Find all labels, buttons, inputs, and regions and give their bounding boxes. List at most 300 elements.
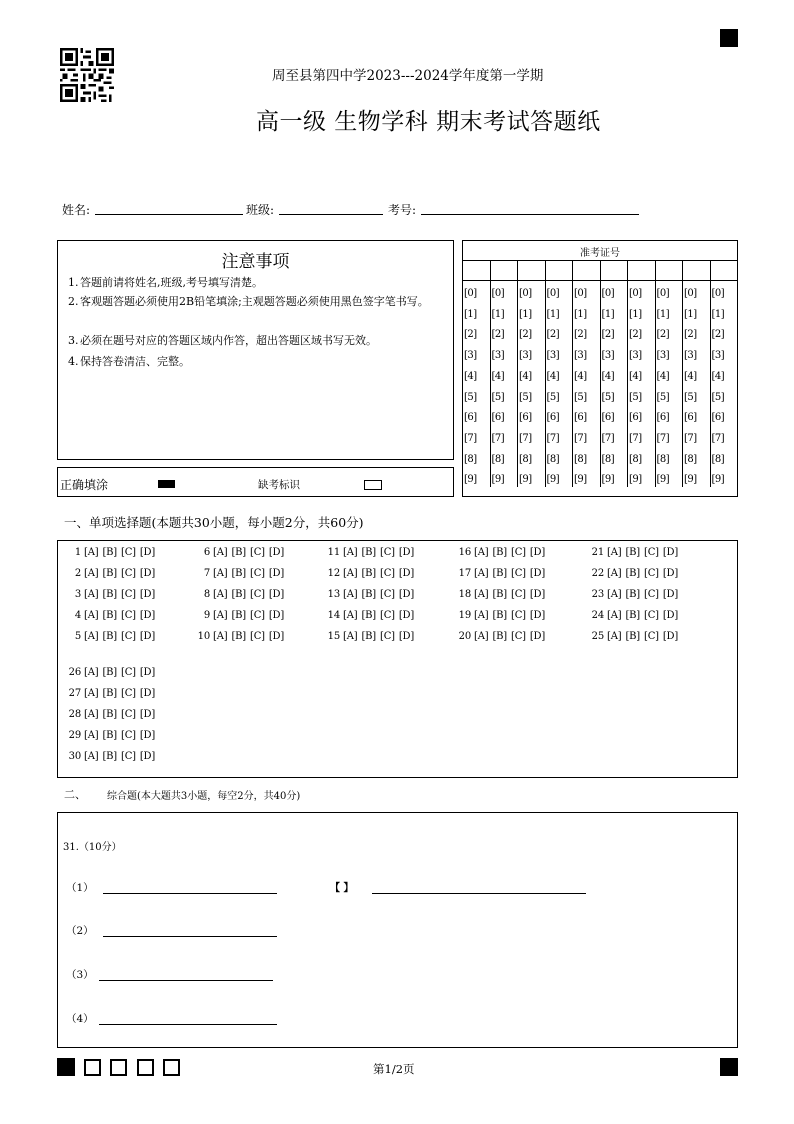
admission-id-bubble[interactable]: [1]	[601, 308, 615, 320]
admission-id-bubble[interactable]: [4]	[491, 370, 505, 382]
admission-id-bubble[interactable]: [5]	[601, 391, 615, 403]
answer-bubble[interactable]: [C]	[644, 631, 659, 642]
admission-id-bubble[interactable]: [0]	[546, 288, 560, 299]
admission-id-bubble[interactable]: [4]	[711, 370, 725, 382]
answer-line[interactable]	[99, 980, 273, 981]
notice-box	[57, 240, 454, 460]
admission-id-bubble[interactable]: [0]	[464, 288, 477, 299]
admission-id-bubble[interactable]: [9]	[546, 474, 560, 486]
choice-question	[326, 631, 418, 642]
answer-bubble[interactable]: [C]	[380, 568, 395, 579]
admission-id-bubble[interactable]: [7]	[519, 432, 532, 444]
admission-id-bubble[interactable]: [4]	[601, 370, 615, 382]
admission-id-bubble[interactable]: [0]	[519, 288, 532, 299]
admission-id-column	[601, 261, 629, 487]
admission-id-bubble[interactable]: [7]	[629, 432, 642, 444]
admission-id-bubble[interactable]: [1]	[574, 308, 587, 320]
admission-id-bubble[interactable]: [9]	[574, 474, 587, 486]
answer-bubble[interactable]: [B]	[361, 568, 376, 579]
answer-bubble[interactable]: [B]	[102, 751, 117, 762]
admission-id-bubble[interactable]: [1]	[491, 308, 505, 320]
admission-id-bubble[interactable]: [7]	[601, 432, 615, 444]
question-number: 3	[74, 589, 81, 600]
answer-bubble[interactable]: [D]	[139, 688, 156, 699]
answer-bubble[interactable]: [A]	[84, 730, 99, 741]
admission-id-bubble[interactable]: [5]	[519, 391, 532, 403]
answer-bubble[interactable]: [A]	[84, 709, 99, 720]
answer-bubble[interactable]: [C]	[250, 589, 265, 600]
page-number: 第1/2页	[373, 1062, 415, 1076]
admission-id-bubble[interactable]: [5]	[656, 391, 670, 403]
exam-number-field[interactable]	[421, 214, 639, 215]
question-number: 13	[327, 589, 340, 600]
answer-bubble[interactable]: [A]	[607, 589, 622, 600]
answer-bubble[interactable]: [B]	[361, 589, 376, 600]
answer-bubble[interactable]: [B]	[361, 631, 376, 642]
admission-id-bubble[interactable]: [9]	[464, 474, 477, 486]
admission-id-bubble[interactable]: [7]	[684, 432, 697, 444]
answer-bubble[interactable]: [A]	[84, 688, 99, 699]
choice-question	[457, 589, 549, 600]
answer-bubble[interactable]: [D]	[662, 568, 679, 579]
answer-bubble[interactable]: [A]	[84, 568, 99, 579]
question-31-label: 31.（10分）	[63, 842, 122, 853]
answer-bubble[interactable]: [A]	[84, 667, 99, 678]
admission-id-bubble[interactable]: [0]	[629, 288, 642, 299]
admission-id-bubble[interactable]: [2]	[601, 329, 615, 341]
admission-id-bubble[interactable]: [3]	[574, 350, 587, 362]
choice-question	[326, 547, 418, 558]
answer-bubble[interactable]: [A]	[607, 610, 622, 621]
notice-item: 4. 保持答卷清洁、完整。	[68, 355, 190, 368]
admission-id-bubble[interactable]: [6]	[629, 412, 642, 424]
admission-id-bubble[interactable]: [5]	[629, 391, 642, 403]
admission-id-bubble[interactable]: [6]	[546, 412, 560, 424]
answer-bubble[interactable]: [C]	[250, 547, 265, 558]
answer-bubble[interactable]: [D]	[662, 631, 679, 642]
question-number: 8	[203, 589, 210, 600]
admission-id-write-cell[interactable]	[683, 261, 710, 281]
admission-id-bubble[interactable]: [4]	[574, 370, 587, 382]
answer-line[interactable]	[99, 1024, 277, 1025]
answer-bubble[interactable]: [A]	[474, 589, 489, 600]
answer-bubble[interactable]: [D]	[529, 610, 546, 621]
answer-bubble[interactable]: [A]	[343, 589, 358, 600]
admission-id-bubble[interactable]: [2]	[629, 329, 642, 341]
answer-bubble[interactable]: [B]	[361, 610, 376, 621]
admission-id-bubble[interactable]: [3]	[656, 350, 670, 362]
choice-question	[196, 547, 288, 558]
answer-bubble[interactable]: [A]	[213, 610, 228, 621]
admission-id-write-cell[interactable]	[463, 261, 490, 281]
admission-id-bubble[interactable]: [2]	[546, 329, 560, 341]
admission-id-bubble[interactable]: [3]	[711, 350, 725, 362]
notice-item: 3. 必须在题号对应的答题区域内作答，超出答题区域书写无效。	[68, 334, 377, 347]
answer-bubble[interactable]: [C]	[121, 610, 136, 621]
admission-id-column	[546, 261, 574, 487]
admission-id-bubble[interactable]: [9]	[491, 474, 505, 486]
admission-id-bubble[interactable]: [2]	[656, 329, 670, 341]
answer-line[interactable]	[103, 936, 277, 937]
admission-id-bubble[interactable]: [1]	[629, 308, 642, 320]
answer-bubble[interactable]: [C]	[250, 631, 265, 642]
admission-id-bubble[interactable]: [8]	[711, 453, 725, 465]
admission-id-column	[683, 261, 711, 487]
answer-bubble[interactable]: [A]	[213, 631, 228, 642]
answer-bubble[interactable]: [D]	[268, 610, 285, 621]
choice-question	[326, 589, 418, 600]
admission-id-bubble[interactable]: [4]	[629, 370, 642, 382]
admission-id-write-cell[interactable]	[601, 261, 628, 281]
admission-id-bubble[interactable]: [7]	[546, 432, 560, 444]
admission-id-bubble[interactable]: [5]	[711, 391, 725, 403]
absent-mark-label: 缺考标识	[258, 479, 300, 491]
admission-id-bubble[interactable]: [8]	[464, 453, 477, 465]
admission-id-bubble[interactable]: [6]	[656, 412, 670, 424]
answer-bubble[interactable]: [B]	[361, 547, 376, 558]
school-term-line: 周至县第四中学2023---2024学年度第一学期	[272, 68, 544, 84]
answer-bubble[interactable]: [C]	[121, 751, 136, 762]
admission-id-bubble[interactable]: [1]	[546, 308, 560, 320]
answer-bubble[interactable]: [C]	[511, 631, 526, 642]
admission-id-bubble[interactable]: [6]	[684, 412, 697, 424]
section-two-prefix: 二、	[64, 788, 86, 801]
admission-id-bubble[interactable]: [4]	[656, 370, 670, 382]
qr-code-icon	[60, 47, 114, 103]
answer-bubble[interactable]: [B]	[492, 589, 507, 600]
answer-bubble[interactable]: [D]	[398, 589, 415, 600]
admission-id-bubble[interactable]: [3]	[519, 350, 532, 362]
admission-id-bubble[interactable]: [3]	[601, 350, 615, 362]
answer-bubble[interactable]: [D]	[398, 610, 415, 621]
admission-id-bubble[interactable]: [8]	[656, 453, 670, 465]
admission-id-bubble[interactable]: [3]	[546, 350, 560, 362]
question-number: 1	[74, 547, 81, 558]
question-number: 12	[327, 568, 340, 579]
answer-bubble[interactable]: [C]	[511, 547, 526, 558]
answer-bubble[interactable]: [A]	[84, 751, 99, 762]
question-number: 28	[68, 709, 81, 720]
answer-bubble[interactable]: [B]	[231, 547, 246, 558]
answer-bubble[interactable]: [A]	[607, 568, 622, 579]
answer-bubble[interactable]: [A]	[343, 610, 358, 621]
answer-bubble[interactable]: [A]	[213, 568, 228, 579]
answer-bubble[interactable]: [D]	[139, 568, 156, 579]
admission-id-bubble[interactable]: [7]	[491, 432, 505, 444]
question-number: 26	[68, 667, 81, 678]
answer-bubble[interactable]: [A]	[213, 547, 228, 558]
admission-id-bubble[interactable]: [7]	[711, 432, 725, 444]
answer-bubble[interactable]: [C]	[121, 688, 136, 699]
answer-bubble[interactable]: [B]	[492, 568, 507, 579]
choice-question	[457, 547, 549, 558]
admission-id-title: 准考证号	[580, 248, 620, 259]
answer-bubble[interactable]: [D]	[529, 589, 546, 600]
answer-bubble[interactable]: [C]	[511, 589, 526, 600]
answer-bubble[interactable]: [D]	[268, 568, 285, 579]
admission-id-bubble[interactable]: [3]	[684, 350, 697, 362]
question-number: 15	[327, 631, 340, 642]
question-number: 22	[591, 568, 604, 579]
admission-id-bubble[interactable]: [5]	[574, 391, 587, 403]
answer-bubble[interactable]: [C]	[250, 568, 265, 579]
admission-id-bubble[interactable]: [8]	[491, 453, 505, 465]
answer-bubble[interactable]: [C]	[380, 589, 395, 600]
class-field[interactable]	[279, 214, 383, 215]
admission-id-bubble[interactable]: [6]	[574, 412, 587, 424]
admission-id-bubble[interactable]: [4]	[546, 370, 560, 382]
answer-bubble[interactable]: [B]	[231, 631, 246, 642]
answer-bubble[interactable]: [A]	[84, 610, 99, 621]
answer-bubble[interactable]: [A]	[474, 547, 489, 558]
page-index-box	[84, 1059, 101, 1076]
admission-id-bubble[interactable]: [9]	[656, 474, 670, 486]
admission-id-bubble[interactable]: [4]	[519, 370, 532, 382]
question-number: 14	[327, 610, 340, 621]
answer-bubble[interactable]: [A]	[84, 547, 99, 558]
alignment-mark-bottom-left	[57, 1058, 75, 1076]
choice-question	[67, 631, 159, 642]
answer-bubble[interactable]: [B]	[231, 610, 246, 621]
choice-question	[67, 547, 159, 558]
answer-bubble[interactable]: [B]	[625, 610, 640, 621]
admission-id-bubble[interactable]: [9]	[629, 474, 642, 486]
choice-question	[590, 568, 682, 579]
answer-bubble[interactable]: [C]	[511, 568, 526, 579]
answer-bubble[interactable]: [B]	[102, 688, 117, 699]
answer-line[interactable]	[103, 893, 277, 894]
question-number: 21	[591, 547, 604, 558]
question-number: 25	[591, 631, 604, 642]
admission-id-bubble[interactable]: [9]	[601, 474, 615, 486]
answer-bubble[interactable]: [C]	[380, 610, 395, 621]
answer-bubble[interactable]: [C]	[121, 568, 136, 579]
answer-bubble[interactable]: [B]	[102, 589, 117, 600]
answer-bubble[interactable]: [B]	[102, 730, 117, 741]
answer-bubble[interactable]: [C]	[644, 568, 659, 579]
admission-id-bubble[interactable]: [7]	[656, 432, 670, 444]
admission-id-bubble[interactable]: [2]	[574, 329, 587, 341]
answer-bubble[interactable]: [B]	[625, 547, 640, 558]
admission-id-bubble[interactable]: [3]	[629, 350, 642, 362]
answer-bubble[interactable]: [B]	[102, 547, 117, 558]
answer-bubble[interactable]: [A]	[343, 631, 358, 642]
absent-mark-checkbox[interactable]	[364, 480, 382, 490]
admission-id-bubble[interactable]: [6]	[601, 412, 615, 424]
answer-bubble[interactable]: [A]	[474, 631, 489, 642]
admission-id-bubble[interactable]: [9]	[519, 474, 532, 486]
answer-bubble[interactable]: [C]	[121, 709, 136, 720]
answer-bubble[interactable]: [C]	[644, 610, 659, 621]
answer-bubble[interactable]: [C]	[380, 631, 395, 642]
answer-bubble[interactable]: [D]	[398, 631, 415, 642]
notice-item: 1. 答题前请将姓名,班级,考号填写清楚。	[68, 276, 263, 289]
admission-id-bubble[interactable]: [6]	[711, 412, 725, 424]
question-number: 18	[458, 589, 471, 600]
answer-bubble[interactable]: [C]	[380, 547, 395, 558]
question-number: 2	[74, 568, 81, 579]
sub-question-label: （1）	[66, 882, 94, 894]
answer-bubble[interactable]: [B]	[492, 610, 507, 621]
answer-bubble[interactable]: [B]	[492, 547, 507, 558]
admission-id-bubble[interactable]: [1]	[656, 308, 670, 320]
admission-id-bubble[interactable]: [0]	[684, 288, 697, 299]
admission-id-bubble[interactable]: [7]	[574, 432, 587, 444]
answer-bubble[interactable]: [D]	[268, 631, 285, 642]
answer-bubble[interactable]: [A]	[474, 610, 489, 621]
question-number: 11	[327, 547, 340, 558]
answer-bubble[interactable]: [D]	[268, 589, 285, 600]
admission-id-column	[573, 261, 601, 487]
answer-bubble[interactable]: [D]	[139, 667, 156, 678]
admission-id-bubble[interactable]: [3]	[491, 350, 505, 362]
question-number: 4	[74, 610, 81, 621]
admission-id-write-cell[interactable]	[711, 261, 739, 281]
answer-bubble[interactable]: [A]	[84, 589, 99, 600]
admission-id-bubble[interactable]: [4]	[684, 370, 697, 382]
answer-bubble[interactable]: [C]	[250, 610, 265, 621]
notice-title: 注意事项	[221, 252, 290, 272]
answer-bubble[interactable]: [A]	[213, 589, 228, 600]
answer-bubble[interactable]: [B]	[625, 589, 640, 600]
admission-id-bubble[interactable]: [5]	[546, 391, 560, 403]
admission-id-bubble[interactable]: [0]	[601, 288, 615, 299]
answer-bubble[interactable]: [D]	[398, 568, 415, 579]
admission-id-bubble[interactable]: [0]	[711, 288, 725, 299]
choice-question	[196, 568, 288, 579]
answer-bubble[interactable]: [D]	[398, 547, 415, 558]
admission-id-bubble[interactable]: [0]	[574, 288, 587, 299]
admission-id-write-cell[interactable]	[656, 261, 683, 281]
answer-bubble[interactable]: [A]	[343, 547, 358, 558]
answer-bubble[interactable]: [A]	[607, 631, 622, 642]
answer-bubble[interactable]: [D]	[529, 631, 546, 642]
answer-bubble[interactable]: [B]	[625, 631, 640, 642]
choice-question	[457, 631, 549, 642]
admission-id-bubble[interactable]: [1]	[464, 308, 477, 320]
answer-bubble[interactable]: [B]	[102, 568, 117, 579]
page-index-box	[110, 1059, 127, 1076]
bracket-answer[interactable]: 【 】	[330, 883, 354, 894]
admission-id-bubble[interactable]: [5]	[684, 391, 697, 403]
answer-bubble[interactable]: [B]	[102, 709, 117, 720]
answer-bubble[interactable]: [A]	[343, 568, 358, 579]
answer-bubble[interactable]: [D]	[139, 610, 156, 621]
admission-id-bubble[interactable]: [8]	[519, 453, 532, 465]
admission-id-write-cell[interactable]	[546, 261, 573, 281]
answer-bubble[interactable]: [D]	[139, 547, 156, 558]
admission-id-bubble[interactable]: [8]	[629, 453, 642, 465]
admission-id-column	[518, 261, 546, 487]
admission-id-bubble[interactable]: [1]	[711, 308, 725, 320]
answer-bubble[interactable]: [D]	[139, 751, 156, 762]
answer-bubble[interactable]: [C]	[121, 667, 136, 678]
answer-bubble[interactable]: [D]	[139, 631, 156, 642]
choice-question	[67, 667, 159, 678]
answer-bubble[interactable]: [A]	[474, 568, 489, 579]
answer-bubble[interactable]: [D]	[139, 589, 156, 600]
admission-id-write-cell[interactable]	[518, 261, 545, 281]
answer-bubble[interactable]: [B]	[492, 631, 507, 642]
answer-bubble[interactable]: [D]	[139, 709, 156, 720]
class-label: 班级:	[246, 203, 275, 217]
admission-id-write-cell[interactable]	[573, 261, 600, 281]
admission-id-bubble[interactable]: [6]	[491, 412, 505, 424]
question-number: 5	[74, 631, 81, 642]
admission-id-bubble[interactable]: [4]	[464, 370, 477, 382]
answer-bubble[interactable]: [D]	[268, 547, 285, 558]
admission-id-write-cell[interactable]	[491, 261, 518, 281]
admission-id-bubble[interactable]: [9]	[711, 474, 725, 486]
answer-bubble[interactable]: [B]	[102, 667, 117, 678]
answer-bubble[interactable]: [B]	[231, 589, 246, 600]
admission-id-bubble[interactable]: [8]	[574, 453, 587, 465]
name-field[interactable]	[95, 214, 243, 215]
answer-bubble[interactable]: [D]	[139, 730, 156, 741]
choice-question	[196, 631, 288, 642]
answer-bubble[interactable]: [C]	[121, 547, 136, 558]
admission-id-bubble[interactable]: [8]	[546, 453, 560, 465]
admission-id-bubble[interactable]: [8]	[684, 453, 697, 465]
answer-bubble[interactable]: [D]	[529, 547, 546, 558]
answer-bubble[interactable]: [A]	[84, 631, 99, 642]
page-title: 高一级 生物学科 期末考试答题纸	[256, 109, 601, 135]
admission-id-bubble[interactable]: [1]	[684, 308, 697, 320]
admission-id-bubble[interactable]: [6]	[519, 412, 532, 424]
answer-bubble[interactable]: [C]	[644, 547, 659, 558]
question-number: 6	[203, 547, 210, 558]
admission-id-bubble[interactable]: [2]	[711, 329, 725, 341]
answer-bubble[interactable]: [C]	[644, 589, 659, 600]
answer-bubble[interactable]: [C]	[511, 610, 526, 621]
admission-id-bubble[interactable]: [7]	[464, 432, 477, 444]
answer-bubble[interactable]: [D]	[662, 547, 679, 558]
answer-line[interactable]	[372, 893, 586, 894]
admission-id-bubble[interactable]: [2]	[464, 329, 477, 341]
sub-question-label: （2）	[66, 925, 94, 937]
question-number: 19	[458, 610, 471, 621]
admission-id-bubble[interactable]: [5]	[491, 391, 505, 403]
admission-id-bubble[interactable]: [3]	[464, 350, 477, 362]
answer-bubble[interactable]: [C]	[121, 631, 136, 642]
admission-id-bubble[interactable]: [9]	[684, 474, 697, 486]
answer-bubble[interactable]: [C]	[121, 589, 136, 600]
admission-id-bubble[interactable]: [6]	[464, 412, 477, 424]
answer-bubble[interactable]: [B]	[102, 610, 117, 621]
notice-item: 2. 客观题答题必须使用2B铅笔填涂;主观题答题必须使用黑色签字笔书写。	[68, 295, 429, 308]
fill-sample-box	[57, 467, 454, 497]
admission-id-bubble[interactable]: [0]	[656, 288, 670, 299]
answer-bubble[interactable]: [D]	[529, 568, 546, 579]
admission-id-write-cell[interactable]	[628, 261, 655, 281]
answer-bubble[interactable]: [D]	[662, 610, 679, 621]
answer-bubble[interactable]: [B]	[231, 568, 246, 579]
answer-bubble[interactable]: [A]	[607, 547, 622, 558]
admission-id-bubble[interactable]: [2]	[684, 329, 697, 341]
admission-id-bubble[interactable]: [2]	[519, 329, 532, 341]
answer-bubble[interactable]: [C]	[121, 730, 136, 741]
admission-id-bubble[interactable]: [8]	[601, 453, 615, 465]
choice-question	[326, 610, 418, 621]
admission-id-bubble[interactable]: [5]	[464, 391, 477, 403]
admission-id-bubble[interactable]: [0]	[491, 288, 505, 299]
answer-bubble[interactable]: [B]	[102, 631, 117, 642]
question-number: 9	[203, 610, 210, 621]
answer-bubble[interactable]: [B]	[625, 568, 640, 579]
admission-id-bubble[interactable]: [2]	[491, 329, 505, 341]
answer-bubble[interactable]: [D]	[662, 589, 679, 600]
admission-id-bubble[interactable]: [1]	[519, 308, 532, 320]
